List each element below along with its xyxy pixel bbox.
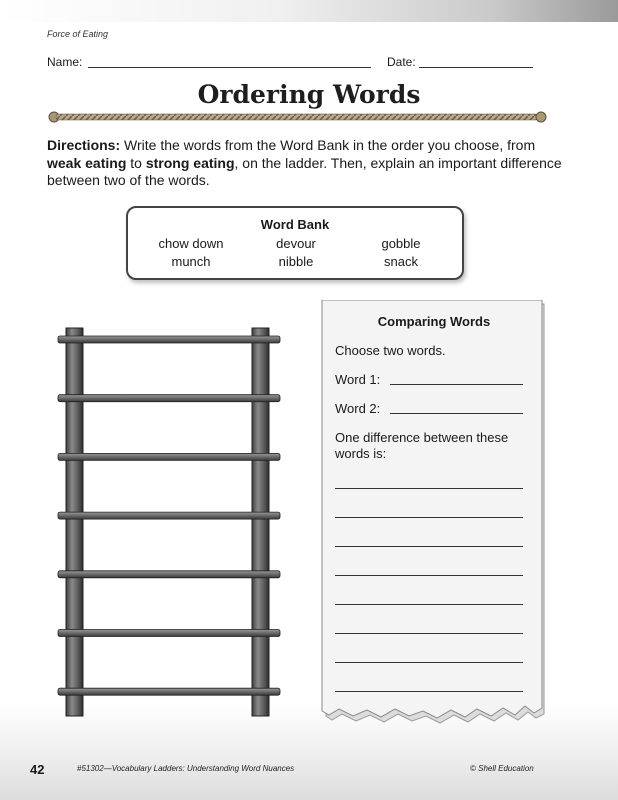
word2-field[interactable] bbox=[390, 413, 523, 414]
word-bank-word: nibble bbox=[278, 254, 314, 269]
directions-strong: strong eating bbox=[145, 154, 235, 171]
ladder-right-rail bbox=[252, 328, 269, 716]
publisher: © Shell Education bbox=[470, 764, 534, 773]
rope-divider-icon bbox=[48, 110, 548, 124]
date-label: Date: bbox=[387, 55, 416, 69]
name-field[interactable] bbox=[88, 67, 371, 68]
answer-line[interactable] bbox=[335, 604, 523, 605]
directions-part3: , on the ladder. Then, explain an important difference between two of the words. bbox=[47, 154, 562, 188]
unit-header: Force of Eating bbox=[47, 29, 109, 39]
ladder-rung[interactable] bbox=[58, 395, 280, 402]
word-bank-word: snack bbox=[384, 254, 418, 269]
answer-line[interactable] bbox=[335, 575, 523, 576]
ladder-illustration bbox=[52, 322, 288, 720]
page-title: Ordering Words bbox=[197, 80, 421, 109]
answer-line[interactable] bbox=[335, 546, 523, 547]
word1-label: Word 1: bbox=[335, 372, 381, 387]
word-bank-box bbox=[126, 206, 464, 280]
ladder-left-rail bbox=[66, 328, 83, 716]
top-decorative-band bbox=[0, 0, 618, 22]
comparing-prompt: Choose two words. bbox=[335, 343, 446, 358]
word-bank-word: chow down bbox=[158, 236, 224, 251]
answer-line[interactable] bbox=[335, 662, 523, 663]
ladder-rung[interactable] bbox=[58, 512, 280, 519]
page-number: 42 bbox=[30, 762, 45, 777]
directions-weak: weak eating bbox=[47, 154, 127, 171]
ladder-rung[interactable] bbox=[58, 688, 280, 695]
word1-field[interactable] bbox=[390, 384, 523, 385]
comparing-title: Comparing Words bbox=[377, 314, 491, 329]
ladder-rung[interactable] bbox=[58, 630, 280, 637]
directions-part1: Write the words from the Word Bank in the order you choose, from bbox=[120, 137, 536, 153]
directions-part2: to bbox=[126, 154, 146, 171]
word-bank-word: munch bbox=[171, 254, 211, 269]
difference-prompt-line1: One difference between these bbox=[335, 430, 509, 445]
answer-line[interactable] bbox=[335, 517, 523, 518]
answer-line[interactable] bbox=[335, 633, 523, 634]
word-bank-title: Word Bank bbox=[260, 217, 330, 232]
date-field[interactable] bbox=[419, 67, 533, 68]
directions-label: Directions: bbox=[47, 137, 121, 153]
ladder-rung[interactable] bbox=[58, 336, 280, 343]
ladder-rung[interactable] bbox=[58, 453, 280, 460]
name-label: Name: bbox=[47, 55, 83, 69]
word-bank-word: gobble bbox=[381, 236, 421, 251]
word2-label: Word 2: bbox=[335, 401, 381, 416]
difference-prompt-line2: words is: bbox=[335, 446, 387, 461]
comparing-paper-icon bbox=[320, 300, 550, 740]
answer-line[interactable] bbox=[335, 488, 523, 489]
answer-line[interactable] bbox=[335, 691, 523, 692]
book-title: #51302—Vocabulary Ladders: Understanding Word Nuances bbox=[77, 764, 295, 773]
word-bank-word: devour bbox=[276, 236, 316, 251]
directions-text bbox=[47, 137, 567, 190]
ladder-rung[interactable] bbox=[58, 571, 280, 578]
